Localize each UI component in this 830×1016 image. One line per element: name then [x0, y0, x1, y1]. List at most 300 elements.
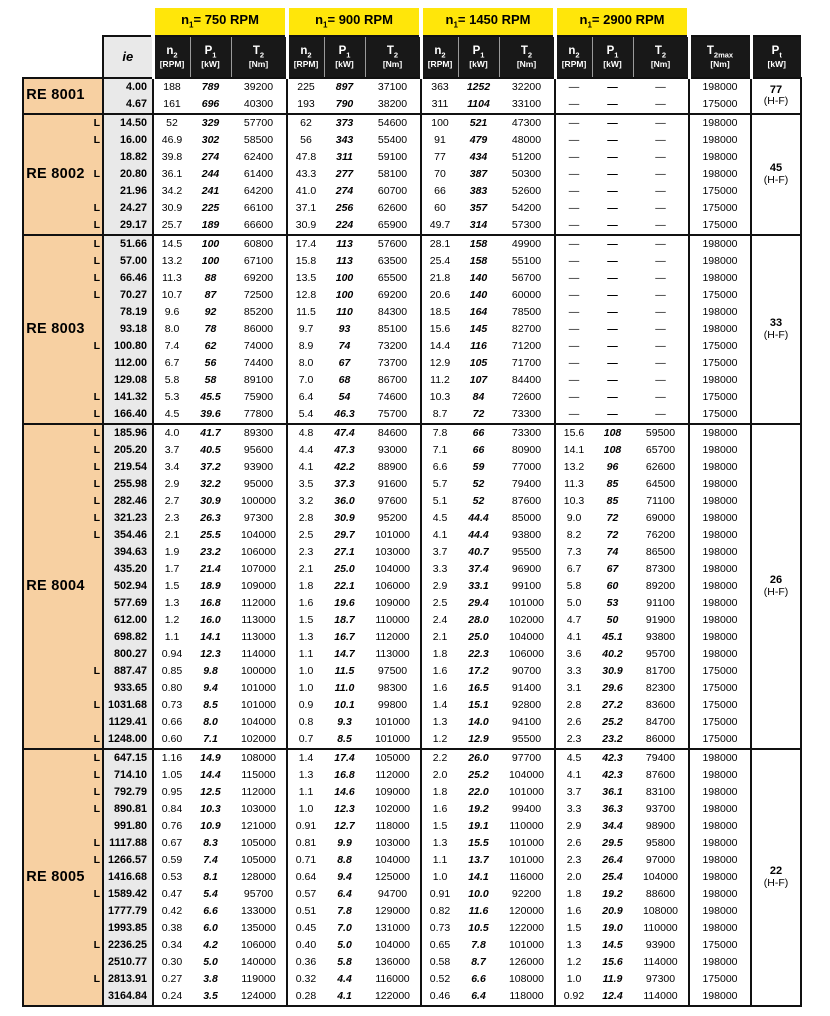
- n2-cell: 1.2: [153, 612, 190, 629]
- p1-cell: 18.9: [200, 579, 221, 592]
- t2-cell: 107000: [240, 562, 277, 575]
- p1-cell: 42.3: [602, 768, 623, 781]
- n2-cell: 3.3: [555, 663, 592, 680]
- p1-cell: 5.4: [203, 887, 218, 900]
- p1-cell: 40.2: [602, 647, 623, 660]
- p1-cell: 74: [606, 545, 619, 558]
- n2-cell: 0.7: [287, 731, 324, 749]
- n2-cell: 0.30: [153, 954, 190, 971]
- p1-cell: —: [607, 254, 618, 267]
- n2-cell: 311: [421, 96, 458, 114]
- n2-cell: 2.3: [153, 510, 190, 527]
- n2-cell: 7.1: [421, 442, 458, 459]
- t2-cell: 87600: [511, 494, 542, 507]
- p1-cell: —: [592, 235, 633, 253]
- t2max-cell: 175000: [689, 663, 751, 680]
- n2-cell: 0.8: [287, 714, 324, 731]
- n2-cell: 30.9: [287, 217, 324, 235]
- n2-cell: 0.85: [153, 663, 190, 680]
- t2-cell: 133000: [240, 904, 277, 917]
- n2-cell: 100: [421, 114, 458, 132]
- n2-cell: 4.0: [153, 424, 190, 442]
- p1-cell: 9.3: [337, 715, 352, 728]
- n2-cell: 0.38: [153, 920, 190, 937]
- t2-cell: 78500: [511, 305, 542, 318]
- n2-cell: —: [555, 304, 592, 321]
- t2-cell: 109000: [240, 579, 277, 592]
- t2-cell: 49900: [499, 235, 555, 253]
- flag-cell: L: [87, 835, 103, 852]
- pt-cell: 26 (H-F): [751, 424, 801, 749]
- t2max-cell: 198000: [689, 235, 751, 253]
- t2-cell: —: [655, 271, 666, 284]
- t2-cell: 48000: [511, 133, 542, 146]
- t2-cell: 100000: [240, 494, 277, 507]
- n2-cell: 11.3: [555, 476, 592, 493]
- col-header-t2-1450: $T_2$ [Nm]: [499, 36, 555, 78]
- t2-cell: 88900: [377, 460, 408, 473]
- t2-cell: 108000: [508, 972, 545, 985]
- n2-cell: 6.6: [421, 459, 458, 476]
- ie-cell: 112.00: [103, 355, 153, 372]
- flag-cell: L: [87, 527, 103, 544]
- t2-cell: —: [655, 201, 666, 214]
- t2-cell: 101000: [374, 715, 411, 728]
- t2max-cell: 198000: [689, 818, 751, 835]
- n2-cell: 1.4: [421, 697, 458, 714]
- flag-cell: [87, 954, 103, 971]
- t2-cell: 87300: [645, 562, 676, 575]
- n2-cell: 13.2: [153, 253, 190, 270]
- n2-cell: 39.8: [153, 149, 190, 166]
- t2max-cell: 175000: [689, 217, 751, 235]
- t2-cell: 102000: [508, 613, 545, 626]
- t2-cell: 75900: [243, 390, 274, 403]
- t2-cell: 89100: [243, 373, 274, 386]
- t2max-cell: 175000: [689, 200, 751, 217]
- t2-cell: 116000: [375, 972, 410, 985]
- p1-cell: 12.4: [592, 988, 633, 1006]
- t2-cell: 99100: [511, 579, 542, 592]
- n2-cell: 1.9: [153, 544, 190, 561]
- flag-cell: L: [87, 510, 103, 527]
- n2-cell: 2.3: [555, 852, 592, 869]
- t2-cell: 103000: [240, 802, 277, 815]
- t2-cell: 73300: [511, 407, 542, 420]
- n2-cell: 1.3: [421, 835, 458, 852]
- n2-cell: —: [555, 321, 592, 338]
- p1-cell: 34.4: [602, 819, 623, 832]
- n2-cell: 3.3: [555, 801, 592, 818]
- t2-cell: 113000: [241, 613, 276, 626]
- col-header-t2-900: $T_2$ [Nm]: [365, 36, 421, 78]
- t2-cell: 121000: [240, 819, 277, 832]
- flag-cell: [87, 149, 103, 166]
- p1-cell: 343: [335, 133, 354, 146]
- p1-cell: —: [607, 305, 618, 318]
- p1-cell: 5.8: [337, 955, 352, 968]
- p1-cell: 6.0: [203, 921, 218, 934]
- t2-cell: 108000: [642, 904, 679, 917]
- n2-cell: 0.73: [153, 697, 190, 714]
- p1-cell: 56: [204, 356, 217, 369]
- n2-cell: 2.4: [421, 612, 458, 629]
- n2-cell: 5.0: [555, 595, 592, 612]
- t2-cell: 91600: [377, 477, 408, 490]
- p1-cell: 85: [606, 477, 619, 490]
- n2-cell: 91: [421, 132, 458, 149]
- p1-cell: 329: [190, 114, 231, 132]
- n2-cell: 0.36: [287, 954, 324, 971]
- n2-cell: 11.5: [287, 304, 324, 321]
- p1-cell: 72: [472, 407, 485, 420]
- n2-cell: —: [555, 235, 592, 253]
- p1-cell: 277: [335, 167, 354, 180]
- p1-cell: 383: [469, 184, 488, 197]
- col-header-t2max: $T_{2max}$ [Nm]: [689, 36, 751, 78]
- p1-cell: 12.3: [200, 647, 221, 660]
- t2-cell: 104000: [642, 870, 679, 883]
- n2-cell: 21.8: [421, 270, 458, 287]
- n2-cell: 1.5: [555, 920, 592, 937]
- flag-cell: L: [87, 253, 103, 270]
- t2-cell: 93900: [645, 938, 676, 951]
- flag-cell: [87, 78, 103, 96]
- t2max-cell: 175000: [689, 389, 751, 406]
- t2-cell: 38200: [377, 97, 408, 110]
- p1-cell: 23.2: [602, 732, 623, 745]
- t2-cell: 110000: [643, 921, 678, 934]
- n2-cell: 2.2: [421, 749, 458, 767]
- n2-cell: 14.1: [555, 442, 592, 459]
- n2-cell: 0.57: [287, 886, 324, 903]
- group-label-re-8001: RE 8001: [23, 78, 87, 114]
- t2max-cell: 198000: [689, 852, 751, 869]
- p1-cell: 30.9: [200, 494, 221, 507]
- t2max-cell: 175000: [689, 287, 751, 304]
- t2-cell: 71100: [646, 494, 675, 507]
- t2-cell: —: [633, 114, 689, 132]
- t2-cell: 115000: [241, 768, 276, 781]
- p1-cell: 33.1: [468, 579, 489, 592]
- p1-cell: 311: [336, 150, 353, 163]
- t2max-cell: 175000: [689, 937, 751, 954]
- t2-cell: 104000: [240, 528, 277, 541]
- t2-cell: 71700: [511, 356, 542, 369]
- group-label-re-8005: RE 8005: [23, 749, 87, 1006]
- n2-cell: 70: [421, 166, 458, 183]
- col-header-n2-900: $n_2$ [RPM]: [287, 36, 324, 78]
- t2-cell: 87600: [645, 768, 676, 781]
- t2-cell: 80900: [511, 443, 542, 456]
- n2-cell: 2.9: [421, 578, 458, 595]
- ie-cell: 14.50: [103, 114, 153, 132]
- ie-cell: 24.27: [103, 200, 153, 217]
- p1-cell: 78: [204, 322, 217, 335]
- n2-cell: 56: [287, 132, 324, 149]
- n2-cell: 1.6: [555, 903, 592, 920]
- t2-cell: 104000: [508, 768, 545, 781]
- n2-cell: 1.8: [287, 578, 324, 595]
- t2-cell: 73700: [377, 356, 408, 369]
- p1-cell: 108: [603, 443, 622, 456]
- p1-cell: 897: [324, 78, 365, 96]
- p1-cell: 8.5: [203, 698, 218, 711]
- ie-cell: 141.32: [103, 389, 153, 406]
- n2-cell: 36.1: [153, 166, 190, 183]
- ie-cell: 435.20: [103, 561, 153, 578]
- n2-cell: 1.3: [153, 595, 190, 612]
- ie-cell: 57.00: [103, 253, 153, 270]
- n2-cell: 0.91: [287, 818, 324, 835]
- t2-cell: 60000: [511, 288, 542, 301]
- n2-cell: 0.58: [421, 954, 458, 971]
- header-blank-left: [23, 36, 103, 78]
- p1-cell: 26.3: [200, 511, 221, 524]
- p1-cell: 105: [469, 356, 488, 369]
- p1-cell: 11.6: [468, 904, 489, 917]
- p1-cell: 9.8: [203, 664, 218, 677]
- p1-cell: —: [607, 390, 618, 403]
- n2-cell: 161: [153, 96, 190, 114]
- p1-cell: 28.0: [468, 613, 489, 626]
- t2-cell: 90700: [511, 664, 542, 677]
- t2-cell: 124000: [231, 988, 287, 1006]
- n2-cell: 1.6: [287, 595, 324, 612]
- t2max-cell: 198000: [689, 149, 751, 166]
- flag-cell: L: [87, 937, 103, 954]
- t2-cell: 75700: [377, 407, 408, 420]
- n2-cell: 14.4: [421, 338, 458, 355]
- t2-cell: 110000: [509, 819, 544, 832]
- p1-cell: 8.8: [337, 853, 352, 866]
- t2-cell: 97300: [243, 511, 274, 524]
- n2-cell: 1.6: [421, 663, 458, 680]
- n2-cell: 1.1: [287, 646, 324, 663]
- n2-cell: 1.1: [287, 784, 324, 801]
- ie-cell: 20.80: [103, 166, 153, 183]
- p1-cell: 11.9: [602, 972, 623, 985]
- p1-cell: —: [607, 167, 618, 180]
- t2-cell: 106000: [240, 545, 277, 558]
- t2-cell: 95500: [511, 545, 542, 558]
- t2-cell: 33100: [511, 97, 542, 110]
- p1-cell: —: [607, 133, 618, 146]
- t2-cell: 72500: [243, 288, 274, 301]
- p1-cell: 357: [469, 201, 488, 214]
- t2max-cell: 198000: [689, 372, 751, 389]
- n2-cell: 20.6: [421, 287, 458, 304]
- p1-cell: 50: [606, 613, 619, 626]
- p1-cell: —: [607, 339, 618, 352]
- t2max-cell: 175000: [689, 406, 751, 424]
- t2-cell: 95200: [377, 511, 408, 524]
- t2-cell: —: [655, 184, 666, 197]
- t2max-cell: 175000: [689, 183, 751, 200]
- p1-cell: 224: [335, 218, 354, 231]
- col-header-t2-2900: $T_2$ [Nm]: [633, 36, 689, 78]
- t2-cell: 131000: [374, 921, 411, 934]
- ie-cell: 394.63: [103, 544, 153, 561]
- p1-cell: 11.5: [334, 664, 355, 677]
- p1-cell: 145: [469, 322, 488, 335]
- p1-cell: 45.5: [200, 390, 221, 403]
- n2-cell: 15.6: [421, 321, 458, 338]
- p1-cell: 6.4: [337, 887, 352, 900]
- ie-cell: 282.46: [103, 493, 153, 510]
- p1-cell: 52: [472, 494, 485, 507]
- t2-cell: 65500: [377, 271, 408, 284]
- ie-cell: 1117.88: [103, 835, 153, 852]
- p1-cell: 244: [201, 167, 220, 180]
- col-header-n2-2900: $n_2$ [RPM]: [555, 36, 592, 78]
- n2-cell: 2.3: [555, 731, 592, 749]
- t2-cell: 81700: [645, 664, 676, 677]
- t2-cell: 62600: [645, 460, 676, 473]
- n2-cell: 2.9: [153, 476, 190, 493]
- t2-cell: 69000: [645, 511, 676, 524]
- p1-cell: 387: [469, 167, 488, 180]
- p1-cell: 15.1: [468, 698, 489, 711]
- t2-cell: —: [655, 167, 666, 180]
- n2-cell: 4.7: [555, 612, 592, 629]
- p1-cell: 10.3: [200, 802, 221, 815]
- n2-cell: 3.7: [421, 544, 458, 561]
- ie-cell: 16.00: [103, 132, 153, 149]
- p1-cell: 14.1: [200, 630, 221, 643]
- n2-cell: 66: [421, 183, 458, 200]
- t2-cell: 69200: [377, 288, 408, 301]
- p1-cell: 19.2: [468, 802, 489, 815]
- p1-cell: —: [607, 97, 618, 110]
- n2-cell: 2.0: [555, 869, 592, 886]
- t2-cell: 89300: [231, 424, 287, 442]
- p1-cell: 14.5: [602, 938, 623, 951]
- n2-cell: 1.4: [287, 749, 324, 767]
- n2-cell: 12.8: [287, 287, 324, 304]
- n2-cell: 2.1: [421, 629, 458, 646]
- flag-cell: [87, 561, 103, 578]
- p1-cell: 44.4: [468, 528, 489, 541]
- n2-cell: 25.4: [421, 253, 458, 270]
- p1-cell: 59: [472, 460, 485, 473]
- p1-cell: 25.2: [602, 715, 623, 728]
- p1-cell: —: [607, 356, 618, 369]
- t2-cell: 98900: [645, 819, 676, 832]
- t2-cell: —: [655, 339, 666, 352]
- n2-cell: —: [555, 406, 592, 424]
- n2-cell: 363: [421, 78, 458, 96]
- n2-cell: 0.27: [153, 971, 190, 988]
- t2-cell: 71200: [511, 339, 542, 352]
- p1-cell: 47.4: [324, 424, 365, 442]
- n2-cell: 43.3: [287, 166, 324, 183]
- flag-cell: L: [87, 114, 103, 132]
- speed-header-750: $n_1= 750$ RPM: [153, 8, 287, 36]
- p1-cell: 9.9: [337, 836, 352, 849]
- p1-cell: 66: [458, 424, 499, 442]
- t2-cell: 56700: [511, 271, 542, 284]
- t2max-cell: 198000: [689, 612, 751, 629]
- t2-cell: 88600: [645, 887, 676, 900]
- col-header-p1-900: $P_1$ [kW]: [324, 36, 365, 78]
- t2-cell: 62600: [377, 201, 408, 214]
- flag-cell: L: [87, 697, 103, 714]
- p1-cell: 72: [606, 511, 619, 524]
- n2-cell: 8.0: [153, 321, 190, 338]
- t2-cell: 103000: [374, 545, 411, 558]
- t2-cell: 98300: [377, 681, 408, 694]
- p1-cell: 1252: [458, 78, 499, 96]
- ie-cell: 93.18: [103, 321, 153, 338]
- t2max-cell: 198000: [689, 561, 751, 578]
- ie-cell: 354.46: [103, 527, 153, 544]
- n2-cell: 7.8: [421, 424, 458, 442]
- t2max-cell: 198000: [689, 869, 751, 886]
- t2-cell: —: [655, 305, 666, 318]
- t2max-cell: 198000: [689, 78, 751, 96]
- t2-cell: 54600: [365, 114, 421, 132]
- t2-cell: 64500: [645, 477, 676, 490]
- p1-cell: 434: [469, 150, 488, 163]
- p1-cell: 19.1: [468, 819, 489, 832]
- p1-cell: 100: [335, 288, 354, 301]
- flag-cell: L: [87, 459, 103, 476]
- t2-cell: 58500: [243, 133, 274, 146]
- n2-cell: 2.3: [287, 544, 324, 561]
- p1-cell: 29.4: [468, 596, 489, 609]
- n2-cell: 0.34: [153, 937, 190, 954]
- t2-cell: 91100: [646, 596, 675, 609]
- n2-cell: 8.2: [555, 527, 592, 544]
- ie-cell: 887.47: [103, 663, 153, 680]
- p1-cell: 8.7: [471, 955, 486, 968]
- p1-cell: 40.7: [468, 545, 489, 558]
- n2-cell: 41.0: [287, 183, 324, 200]
- n2-cell: 0.60: [153, 731, 190, 749]
- t2-cell: 84700: [645, 715, 676, 728]
- speed-header-2900: $n_1= 2900$ RPM: [555, 8, 689, 36]
- t2-cell: 95700: [645, 647, 676, 660]
- p1-cell: 29.6: [602, 681, 623, 694]
- t2-cell: 85000: [511, 511, 542, 524]
- t2-cell: 101000: [374, 528, 411, 541]
- ie-cell: 100.80: [103, 338, 153, 355]
- p1-cell: 84: [472, 390, 485, 403]
- n2-cell: 0.80: [153, 680, 190, 697]
- ie-cell: 66.46: [103, 270, 153, 287]
- p1-cell: 36.3: [602, 802, 623, 815]
- p1-cell: —: [607, 184, 618, 197]
- p1-cell: 4.1: [324, 988, 365, 1006]
- n2-cell: 1.6: [421, 801, 458, 818]
- n2-cell: 3.4: [153, 459, 190, 476]
- n2-cell: —: [555, 114, 592, 132]
- p1-cell: 30.9: [602, 664, 623, 677]
- ie-cell: 185.96: [103, 424, 153, 442]
- p1-cell: 26.0: [458, 749, 499, 767]
- t2-cell: 84600: [365, 424, 421, 442]
- ie-cell: 78.19: [103, 304, 153, 321]
- p1-cell: —: [607, 373, 618, 386]
- p1-cell: 25.0: [468, 630, 489, 643]
- col-header-n2-1450: $n_2$ [RPM]: [421, 36, 458, 78]
- t2-cell: 104000: [374, 938, 411, 951]
- t2-cell: 122000: [508, 921, 545, 934]
- flag-cell: [87, 544, 103, 561]
- flag-cell: [87, 920, 103, 937]
- t2-cell: 97300: [645, 972, 676, 985]
